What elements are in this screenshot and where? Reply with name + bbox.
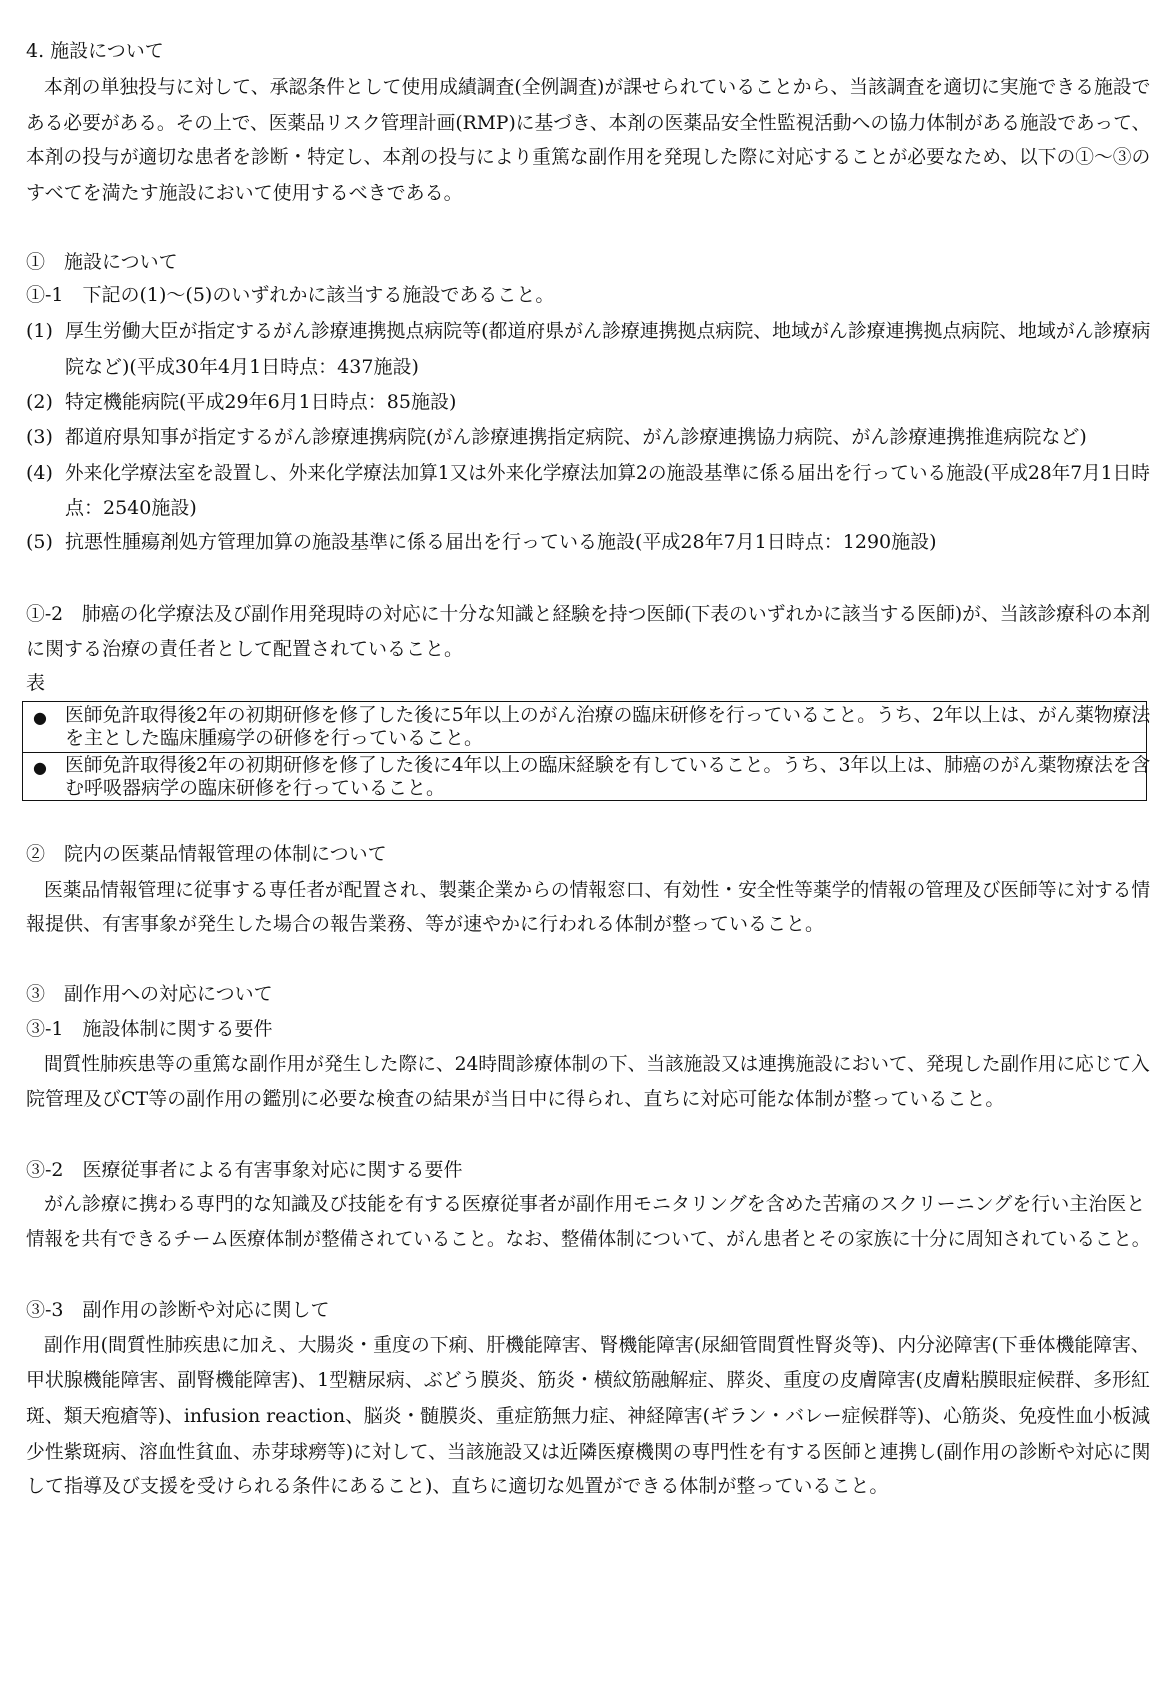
paragraph-line: 情報を共有できるチーム医療体制が整備されていること。なお、整備体制について、がん患者とその家族に十分に周知されていること。 [26,1228,1151,1250]
heading-facility: ① 施設について [26,251,178,273]
list-item: 抗悪性腫瘍剤処方管理加算の施設基準に係る届出を行っている施設(平成28年7月1日時点：1290施設) [65,531,937,553]
list-number: (1) [26,320,53,342]
subheading-3-2: ③-2 医療従事者による有害事象対応に関する要件 [26,1159,463,1181]
paragraph-line: 副作用(間質性肺疾患に加え、大腸炎・重度の下痢、肝機能障害、腎機能障害(尿細管間質性腎炎等)、内分泌障害(下垂体機能障害、 [44,1334,1150,1356]
table-cell-line: を主とした臨床腫瘍学の研修を行っていること。 [65,727,484,749]
heading-drug-info: ② 院内の医薬品情報管理の体制について [26,843,387,865]
table-cell-line: む呼吸器病学の臨床研修を行っていること。 [65,777,446,799]
paragraph-line: 斑、類天疱瘡等)、infusion reaction、脳炎・髄膜炎、重症筋無力症、神経障害(ギラン・バレー症候群等)、心筋炎、免疫性血小板減 [26,1405,1151,1427]
table-cell-line: 医師免許取得後2年の初期研修を修了した後に4年以上の臨床経験を有していること。うち、3年以上は、肺癌のがん薬物療法を含 [65,754,1151,776]
paragraph-line: 本剤の単独投与に対して、承認条件として使用成績調査(全例調査)が課せられていることから、当該調査を適切に実施できる施設で [44,76,1151,98]
bullet-icon: ● [33,708,47,727]
physician-requirements-table [22,701,1151,801]
list-item: 点：2540施設) [65,497,197,519]
table-label: 表 [26,672,46,694]
table-cell-line: 医師免許取得後2年の初期研修を修了した後に5年以上のがん治療の臨床研修を行っていること。うち、2年以上は、がん薬物療法 [65,704,1151,726]
paragraph-line: 医薬品情報管理に従事する専任者が配置され、製薬企業からの情報窓口、有効性・安全性等薬学的情報の管理及び医師等に対する情 [44,879,1151,901]
bullet-icon: ● [33,758,47,777]
paragraph-line: すべてを満たす施設において使用するべきである。 [26,182,463,204]
paragraph-line: に関する治療の責任者として配置されていること。 [26,638,464,660]
list-number: (3) [26,426,53,448]
subheading-3-1: ③-1 施設体制に関する要件 [26,1018,273,1040]
table-row [23,702,1151,753]
subheading-3-3: ③-3 副作用の診断や対応に関して [26,1299,330,1321]
paragraph-line: 院管理及びCT等の副作用の鑑別に必要な検査の結果が当日中に得られ、直ちに対応可能な体制が整っていること。 [26,1088,1005,1110]
heading-adverse-response: ③ 副作用への対応について [26,983,273,1005]
paragraph-line: ある必要がある。その上で、医薬品リスク管理計画(RMP)に基づき、本剤の医薬品安全性監視活動への協力体制がある施設であって、 [26,112,1151,134]
list-item: 特定機能病院(平成29年6月1日時点：85施設) [65,391,457,413]
list-item: 院など)(平成30年4月1日時点：437施設) [65,356,419,378]
paragraph-line: 報提供、有害事象が発生した場合の報告業務、等が速やかに行われる体制が整っていること。 [26,913,825,935]
list-number: (5) [26,531,53,553]
list-number: (2) [26,391,53,413]
subheading-1-2: ①-2 肺癌の化学療法及び副作用発現時の対応に十分な知識と経験を持つ医師(下表のいずれかに該当する医師)が、当該診療科の本剤 [26,603,1151,625]
paragraph-line: 本剤の投与が適切な患者を診断・特定し、本剤の投与により重篤な副作用を発現した際に対応することが必要なため、以下の①～③の [26,146,1151,168]
paragraph-line: 間質性肺疾患等の重篤な副作用が発生した際に、24時間診療体制の下、当該施設又は連携施設において、発現した副作用に応じて入 [44,1053,1150,1075]
paragraph-line: がん診療に携わる専門的な知識及び技能を有する医療従事者が副作用モニタリングを含めた苦痛のスクリーニングを行い主治医と [44,1193,1146,1215]
section-title: 4. 施設について [26,40,164,62]
list-number: (4) [26,462,53,484]
list-item: 外来化学療法室を設置し、外来化学療法加算1又は外来化学療法加算2の施設基準に係る届出を行っている施設(平成28年7月1日時 [65,462,1150,484]
paragraph-line: 少性紫斑病、溶血性貧血、赤芽球癆等)に対して、当該施設又は近隣医療機関の専門性を有する医師と連携し(副作用の診断や対応に関 [26,1441,1151,1463]
list-item: 都道府県知事が指定するがん診療連携病院(がん診療連携指定病院、がん診療連携協力病院、がん診療連携推進病院など) [65,426,1087,448]
list-item: 厚生労働大臣が指定するがん診療連携拠点病院等(都道府県がん診療連携拠点病院、地域がん診療連携拠点病院、地域がん診療病 [65,320,1151,342]
paragraph-line: して指導及び支援を受けられる条件にあること)、直ちに適切な処置ができる体制が整っていること。 [26,1475,889,1497]
table-row [23,752,1151,800]
subheading-1-1: ①-1 下記の(1)～(5)のいずれかに該当する施設であること。 [26,284,555,306]
paragraph-line: 甲状腺機能障害、副腎機能障害)、1型糖尿病、ぶどう膜炎、筋炎・横紋筋融解症、膵炎、重度の皮膚障害(皮膚粘膜眼症候群、多形紅 [26,1369,1150,1391]
